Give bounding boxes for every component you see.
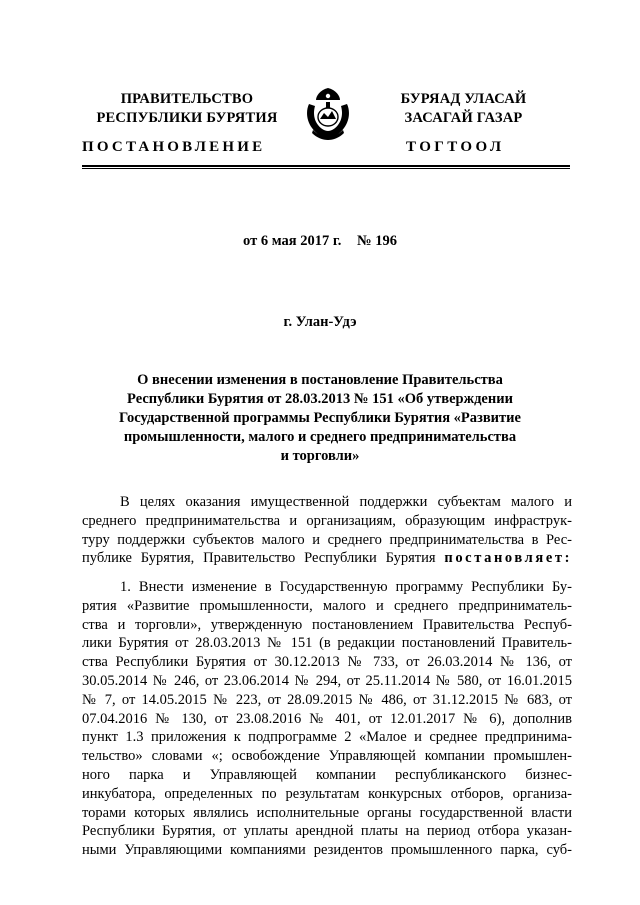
document-number: № 196 — [357, 233, 397, 249]
paragraph-line: среднего предпринимательства и организациям, образующим инфраструк- — [82, 512, 572, 529]
government-name-line-2: РЕСПУБЛИКИ БУРЯТИЯ — [96, 110, 278, 126]
paragraph-line: торами которых являлись исполнительные органы государственной власти — [82, 804, 572, 821]
document-date: от 6 мая 2017 г. — [243, 233, 342, 249]
title-line: и торговли» — [280, 448, 360, 464]
title-line: Государственной программы Республики Бурятия «Развитие — [119, 410, 521, 426]
paragraph-line: В целях оказания имущественной поддержки субъектам малого и — [120, 494, 572, 510]
paragraph-line: ными Управляющими компаниями резидентов промышленного парка, суб- — [82, 842, 572, 859]
city-name: г. Улан-Удэ — [283, 314, 357, 330]
paragraph-line: 07.04.2016 № 130, от 23.08.2016 № 401, от 12.01.2017 № 6), дополнив — [82, 710, 572, 727]
paragraph-line-text: публике Бурятия, Правительство Республики Бурятия — [82, 550, 436, 567]
document-type-buryat: ТОГТООЛ — [406, 139, 505, 155]
paragraph-line: лики Бурятия от 28.03.2013 № 151 (в редакции постановлений Правитель- — [82, 635, 572, 652]
paragraph-line: ного парка и Управляющей компании республиканского бизнес- — [82, 766, 572, 783]
paragraph-line — [82, 549, 572, 568]
paragraph-line: рятия «Развитие промышленности, малого и среднего предприниматель- — [82, 597, 572, 614]
date-number-line — [0, 233, 640, 250]
title-line: Республики Бурятия от 28.03.2013 № 151 «Об утверждении — [127, 391, 513, 407]
preamble-paragraph — [82, 493, 572, 568]
government-name-russian — [92, 90, 282, 128]
paragraph-line: туру поддержки субъектов малого и среднего предпринимательства в Рес- — [82, 531, 572, 548]
resolves-keyword: постановляет: — [444, 550, 573, 567]
paragraph-line: пункт 1.3 приложения к подпрограмме 2 «Малое и среднее предпринима- — [82, 729, 572, 746]
paragraph-line: тельство» словами «; освобождение Управляющей компании промышлен- — [82, 748, 572, 765]
paragraph-line: 30.05.2014 № 246, от 23.06.2014 № 294, от 25.11.2014 № 580, от 16.01.2015 — [82, 672, 572, 689]
title-line: промышленности, малого и среднего предпринимательства — [123, 429, 517, 445]
government-name-buryat — [376, 90, 551, 128]
title-line: О внесении изменения в постановление Правительства — [137, 372, 503, 388]
paragraph-line: ства Республики Бурятия от 30.12.2013 № 733, от 26.03.2014 № 136, от — [82, 654, 572, 671]
paragraph-line: 1. Внести изменение в Государственную программу Республики Бу- — [120, 579, 572, 595]
coat-of-arms-emblem — [300, 86, 356, 142]
paragraph-line: № 7, от 14.05.2015 № 223, от 28.09.2015 № 486, от 31.12.2015 № 683, от — [82, 691, 572, 708]
government-name-buryat-line-1: БУРЯАД УЛАСАЙ — [400, 91, 527, 107]
document-type-russian: ПОСТАНОВЛЕНИЕ — [82, 139, 266, 155]
header-divider — [82, 165, 570, 169]
document-title — [100, 371, 540, 466]
government-name-buryat-line-2: ЗАСАГАЙ ГАЗАР — [404, 110, 523, 126]
item-1-paragraph — [82, 578, 572, 860]
paragraph-line: ства и торговли», утвержденную постановлением Правительства Респуб- — [82, 616, 572, 633]
paragraph-line: Республики Бурятия, от уплаты арендной платы на период отбора указан- — [82, 823, 572, 840]
government-name-line-1: ПРАВИТЕЛЬСТВО — [120, 91, 254, 107]
paragraph-line: инкубатора, определенных по результатам конкурсных отборов, организа- — [82, 785, 572, 802]
